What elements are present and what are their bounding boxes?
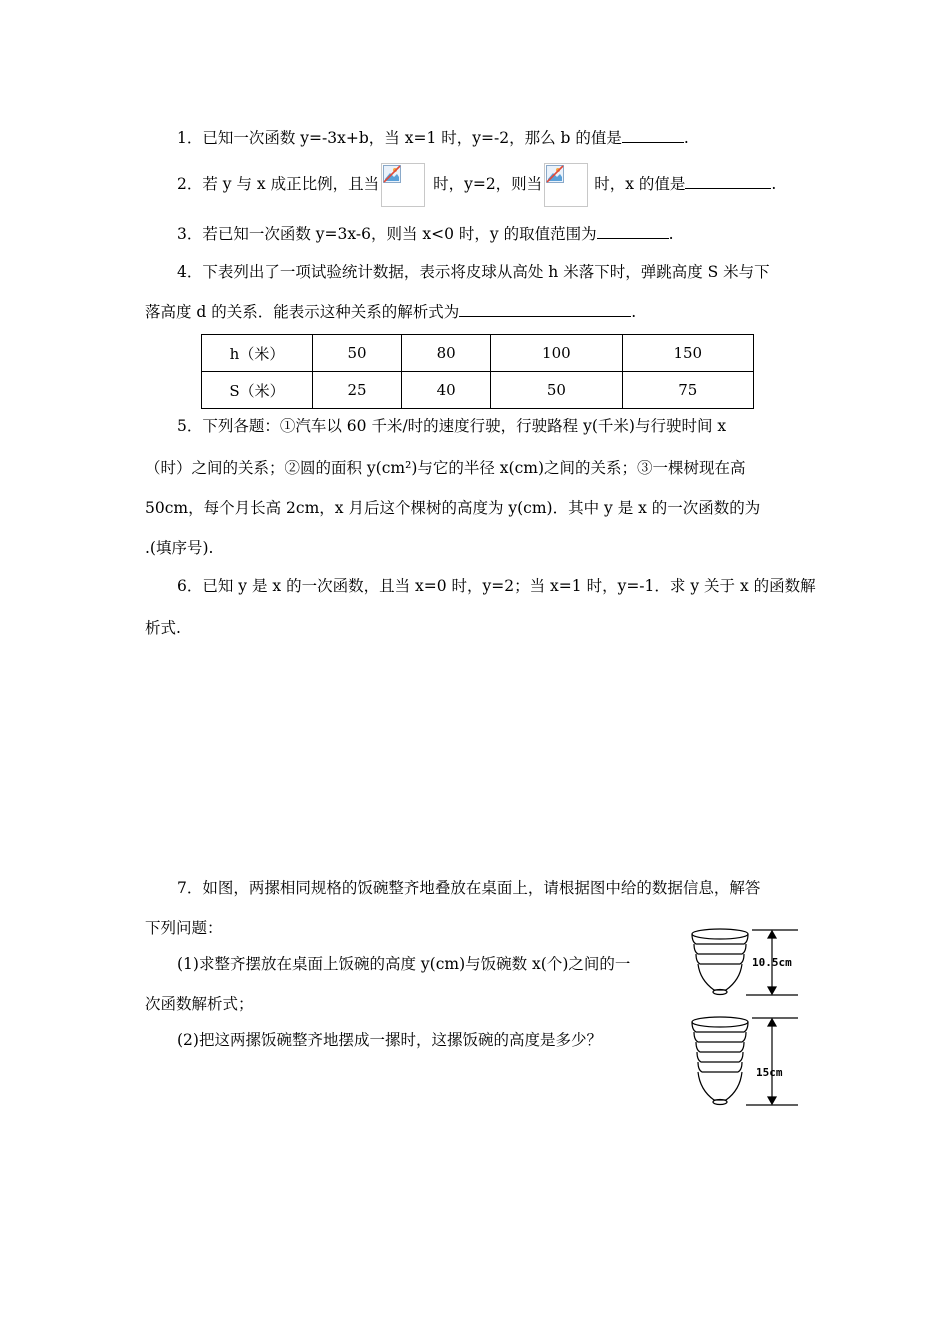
- q1-answer-blank: [622, 128, 684, 143]
- question-5-line-1: 5．下列各题：①汽车以 60 千米/时的速度行驶，行驶路程 y(千米)与行驶时间 x: [177, 417, 727, 435]
- table-row: [202, 372, 754, 409]
- drop-height-table: [201, 334, 754, 409]
- table-cell: 75: [622, 372, 753, 409]
- q3-end: .: [668, 225, 674, 243]
- q1-number: 1．已知一次函数: [177, 129, 301, 147]
- q2-part1: 2．若 y 与 x 成正比例，且当: [177, 175, 380, 193]
- q2-end: .: [771, 175, 777, 193]
- question-4-line-2: [145, 302, 636, 322]
- q4-text: 落高度 d 的关系．能表示这种关系的解析式为: [145, 303, 460, 321]
- height-label-top: 10.5cm: [752, 956, 792, 969]
- question-4-line-1: 4．下表列出了一项试验统计数据，表示将皮球从高处 h 米落下时，弹跳高度 S 米与下: [177, 263, 770, 281]
- question-7-line-3: (1)求整齐摆放在桌面上饭碗的高度 y(cm)与饭碗数 x(个)之间的一: [177, 955, 631, 973]
- question-5-line-3: 50cm，每个月长高 2cm，x 月后这个棵树的高度为 y(cm)．其中 y 是 x 的一次函数的为: [145, 499, 761, 517]
- q1-text: y=-3x+b，当 x=1 时，y=-2，那么 b 的值是: [300, 129, 622, 147]
- q3-answer-blank: [597, 224, 669, 239]
- table-row: [202, 335, 754, 372]
- question-3: [177, 224, 674, 244]
- question-5-line-4: .(填序号).: [145, 539, 214, 557]
- q1-end: .: [683, 129, 689, 147]
- table-cell: 40: [402, 372, 491, 409]
- table-header-cell: S（米）: [202, 372, 313, 409]
- question-1: [177, 128, 689, 148]
- table-cell: 150: [622, 335, 753, 372]
- question-7-line-1: 7．如图，两摞相同规格的饭碗整齐地叠放在桌面上，请根据图中给的数据信息，解答: [177, 879, 761, 897]
- bowl-stacks-figure: [680, 920, 820, 1130]
- question-2: [177, 162, 776, 207]
- table-cell: 50: [491, 372, 622, 409]
- q2-part3: 时，x 的值是: [594, 175, 686, 193]
- height-marker-bottom: [746, 1018, 798, 1105]
- table-cell: 80: [402, 335, 491, 372]
- q2-part2: 时，y=2，则当: [433, 175, 543, 193]
- question-6-line-1: 6．已知 y 是 x 的一次函数，且当 x=0 时，y=2；当 x=1 时，y=-1．求 y 关于 x 的函数解: [177, 577, 816, 595]
- height-label-bottom: 15cm: [756, 1066, 783, 1079]
- question-7-line-4: 次函数解析式；: [145, 995, 254, 1013]
- q4-answer-blank: [459, 302, 631, 317]
- question-7-line-2: 下列问题：: [145, 919, 223, 937]
- table-cell: 25: [313, 372, 402, 409]
- broken-image-icon: [381, 163, 425, 207]
- q2-answer-blank: [685, 174, 771, 189]
- q3-text: 3．若已知一次函数 y=3x-6，则当 x<0 时，y 的取值范围为: [177, 225, 597, 243]
- question-6-line-2: 析式.: [145, 619, 181, 637]
- table-cell: 50: [313, 335, 402, 372]
- table-header-cell: h（米）: [202, 335, 313, 372]
- q4-end: .: [631, 303, 637, 321]
- table-cell: 100: [491, 335, 622, 372]
- bowl-stack-bottom: [692, 1017, 748, 1105]
- broken-image-icon: [544, 163, 588, 207]
- question-7-line-5: (2)把这两摞饭碗整齐地摆成一摞时，这摞饭碗的高度是多少？: [177, 1031, 602, 1049]
- question-5-line-2: （时）之间的关系；②圆的面积 y(cm²)与它的半径 x(cm)之间的关系；③一棵树现在高: [145, 459, 746, 477]
- bowl-stack-top: [692, 929, 748, 995]
